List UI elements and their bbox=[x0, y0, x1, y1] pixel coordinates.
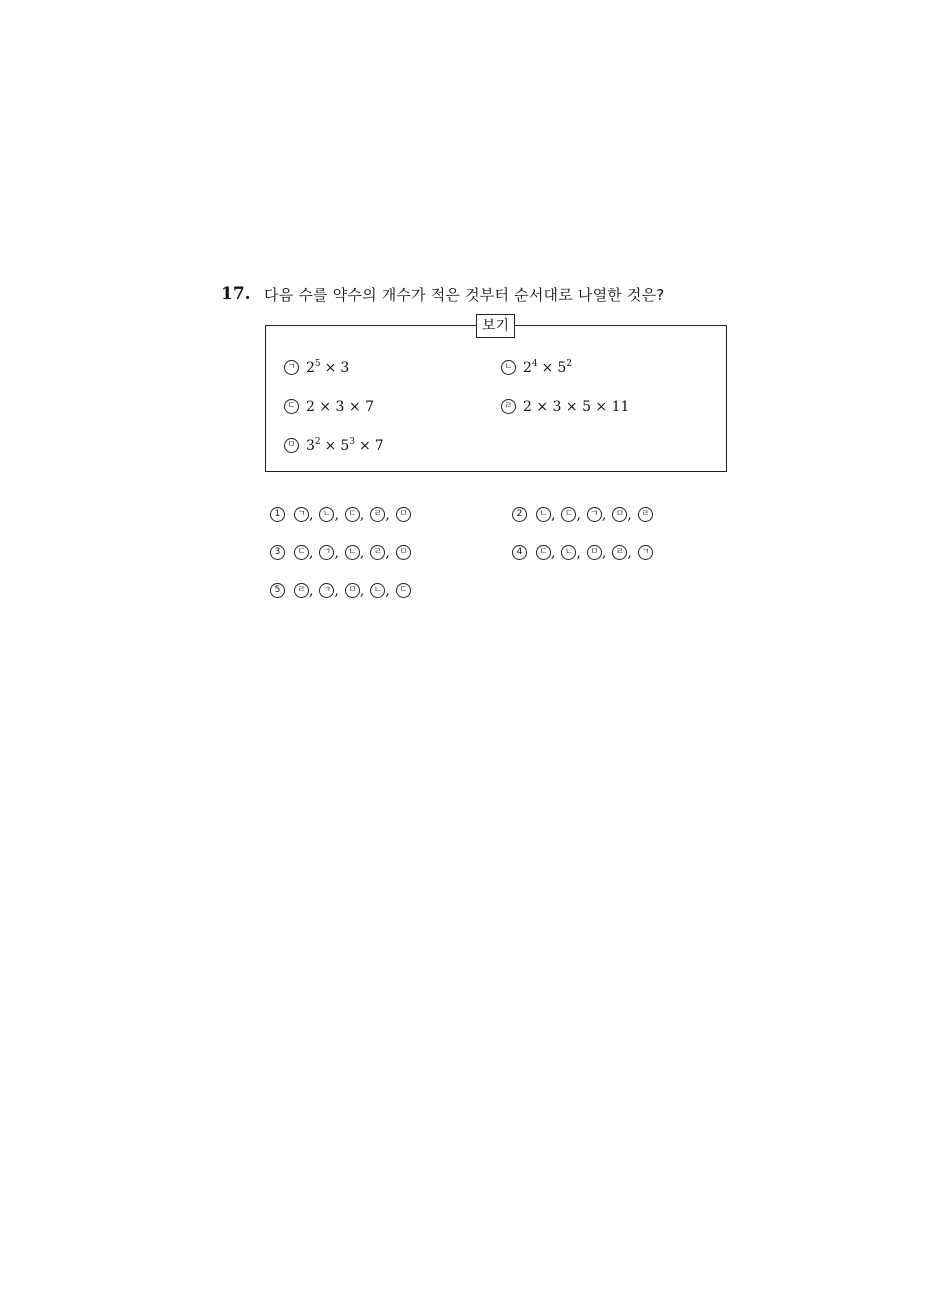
comma: , bbox=[601, 507, 607, 523]
expr-base: 3 bbox=[306, 438, 315, 454]
option-number: 4 bbox=[512, 545, 527, 560]
option-sequence bbox=[536, 507, 653, 523]
circled-marker: ㄴ bbox=[536, 507, 551, 522]
circled-marker: ㄷ bbox=[536, 545, 551, 560]
comma: , bbox=[385, 507, 390, 523]
comma: , bbox=[334, 583, 339, 599]
comma: , bbox=[359, 545, 365, 561]
expr-base: 5 bbox=[340, 438, 350, 454]
circled-marker: ㄷ bbox=[294, 545, 309, 560]
option-number: 5 bbox=[270, 583, 285, 598]
circled-marker: ㄱ bbox=[319, 545, 334, 560]
circled-marker: ㄱ bbox=[638, 545, 653, 560]
example-box-title: 보기 bbox=[476, 314, 515, 338]
circled-marker: ㄱ bbox=[319, 583, 334, 598]
circled-marker: ㄱ bbox=[587, 507, 602, 522]
comma: , bbox=[385, 583, 390, 599]
circled-marker: ㄹ bbox=[294, 583, 309, 598]
expr-base: 2 bbox=[306, 360, 315, 376]
comma: , bbox=[334, 507, 339, 523]
circled-marker: ㅁ bbox=[587, 545, 602, 560]
circled-marker: ㄷ bbox=[284, 399, 299, 414]
option-sequence bbox=[294, 583, 411, 599]
circled-marker: ㄴ bbox=[501, 360, 516, 375]
circled-marker: ㄹ bbox=[612, 545, 627, 560]
circled-marker: ㅁ bbox=[396, 507, 411, 522]
expr-exponent: 5 bbox=[314, 359, 321, 369]
circled-marker: ㄷ bbox=[345, 507, 360, 522]
comma: , bbox=[385, 545, 390, 561]
answer-option-1[interactable] bbox=[270, 505, 411, 525]
example-box bbox=[265, 318, 727, 472]
answer-option-2[interactable] bbox=[512, 505, 653, 525]
option-number: 2 bbox=[512, 507, 527, 522]
circled-marker: ㄴ bbox=[345, 545, 360, 560]
circled-marker: ㄹ bbox=[370, 545, 385, 560]
answer-option-5[interactable] bbox=[270, 581, 411, 601]
option-number: 1 bbox=[270, 507, 285, 522]
expr-exponent: 3 bbox=[349, 437, 356, 447]
expr-exponent: 4 bbox=[531, 359, 538, 369]
comma: , bbox=[601, 545, 607, 561]
circled-marker: ㅁ bbox=[284, 438, 299, 453]
example-item-e bbox=[284, 436, 384, 456]
expr-exponent: 2 bbox=[314, 437, 321, 447]
circled-marker: ㄴ bbox=[319, 507, 334, 522]
circled-marker: ㅁ bbox=[345, 583, 360, 598]
example-item-a bbox=[284, 358, 349, 378]
answer-option-4[interactable] bbox=[512, 543, 653, 563]
circled-marker: ㄴ bbox=[370, 583, 385, 598]
circled-marker: ㄹ bbox=[638, 507, 653, 522]
option-sequence bbox=[294, 507, 411, 523]
expression bbox=[306, 360, 349, 376]
comma: , bbox=[359, 507, 365, 523]
example-item-d bbox=[501, 397, 629, 417]
circled-marker: ㄱ bbox=[284, 360, 299, 375]
comma: , bbox=[334, 545, 339, 561]
expr-operator: × bbox=[359, 438, 371, 454]
expr-base: 2 bbox=[523, 360, 532, 376]
comma: , bbox=[359, 583, 365, 599]
expr-exponent: 2 bbox=[566, 359, 573, 369]
option-number: 3 bbox=[270, 545, 285, 560]
example-item-b bbox=[501, 358, 572, 378]
comma: , bbox=[551, 545, 556, 561]
expr-base: 5 bbox=[557, 360, 567, 376]
comma: , bbox=[576, 545, 581, 561]
example-item-c bbox=[284, 397, 374, 417]
question-number: 17. bbox=[221, 284, 251, 304]
comma: , bbox=[309, 545, 314, 561]
circled-marker: ㅁ bbox=[612, 507, 627, 522]
comma: , bbox=[627, 545, 632, 561]
circled-marker: ㄷ bbox=[561, 507, 576, 522]
expression bbox=[523, 360, 572, 376]
comma: , bbox=[309, 507, 314, 523]
comma: , bbox=[551, 507, 556, 523]
comma: , bbox=[627, 507, 632, 523]
option-sequence bbox=[536, 545, 653, 561]
expr-factor: 3 bbox=[340, 360, 350, 376]
option-sequence bbox=[294, 545, 411, 561]
expression: 2 × 3 × 7 bbox=[306, 399, 374, 415]
expr-operator: × bbox=[541, 360, 554, 376]
expr-factor: 7 bbox=[374, 438, 384, 454]
circled-marker: ㄷ bbox=[396, 583, 411, 598]
circled-marker: ㄴ bbox=[561, 545, 576, 560]
circled-marker: ㄹ bbox=[501, 399, 516, 414]
expression bbox=[306, 438, 384, 454]
circled-marker: ㅁ bbox=[396, 545, 411, 560]
expression: 2 × 3 × 5 × 11 bbox=[523, 399, 630, 415]
expr-operator: × bbox=[324, 360, 337, 376]
comma: , bbox=[576, 507, 581, 523]
answer-option-3[interactable] bbox=[270, 543, 411, 563]
question-text: 다음 수를 약수의 개수가 적은 것부터 순서대로 나열한 것은? bbox=[264, 286, 665, 304]
circled-marker: ㄱ bbox=[294, 507, 309, 522]
circled-marker: ㄹ bbox=[370, 507, 385, 522]
expr-operator: × bbox=[324, 438, 337, 454]
comma: , bbox=[309, 583, 314, 599]
